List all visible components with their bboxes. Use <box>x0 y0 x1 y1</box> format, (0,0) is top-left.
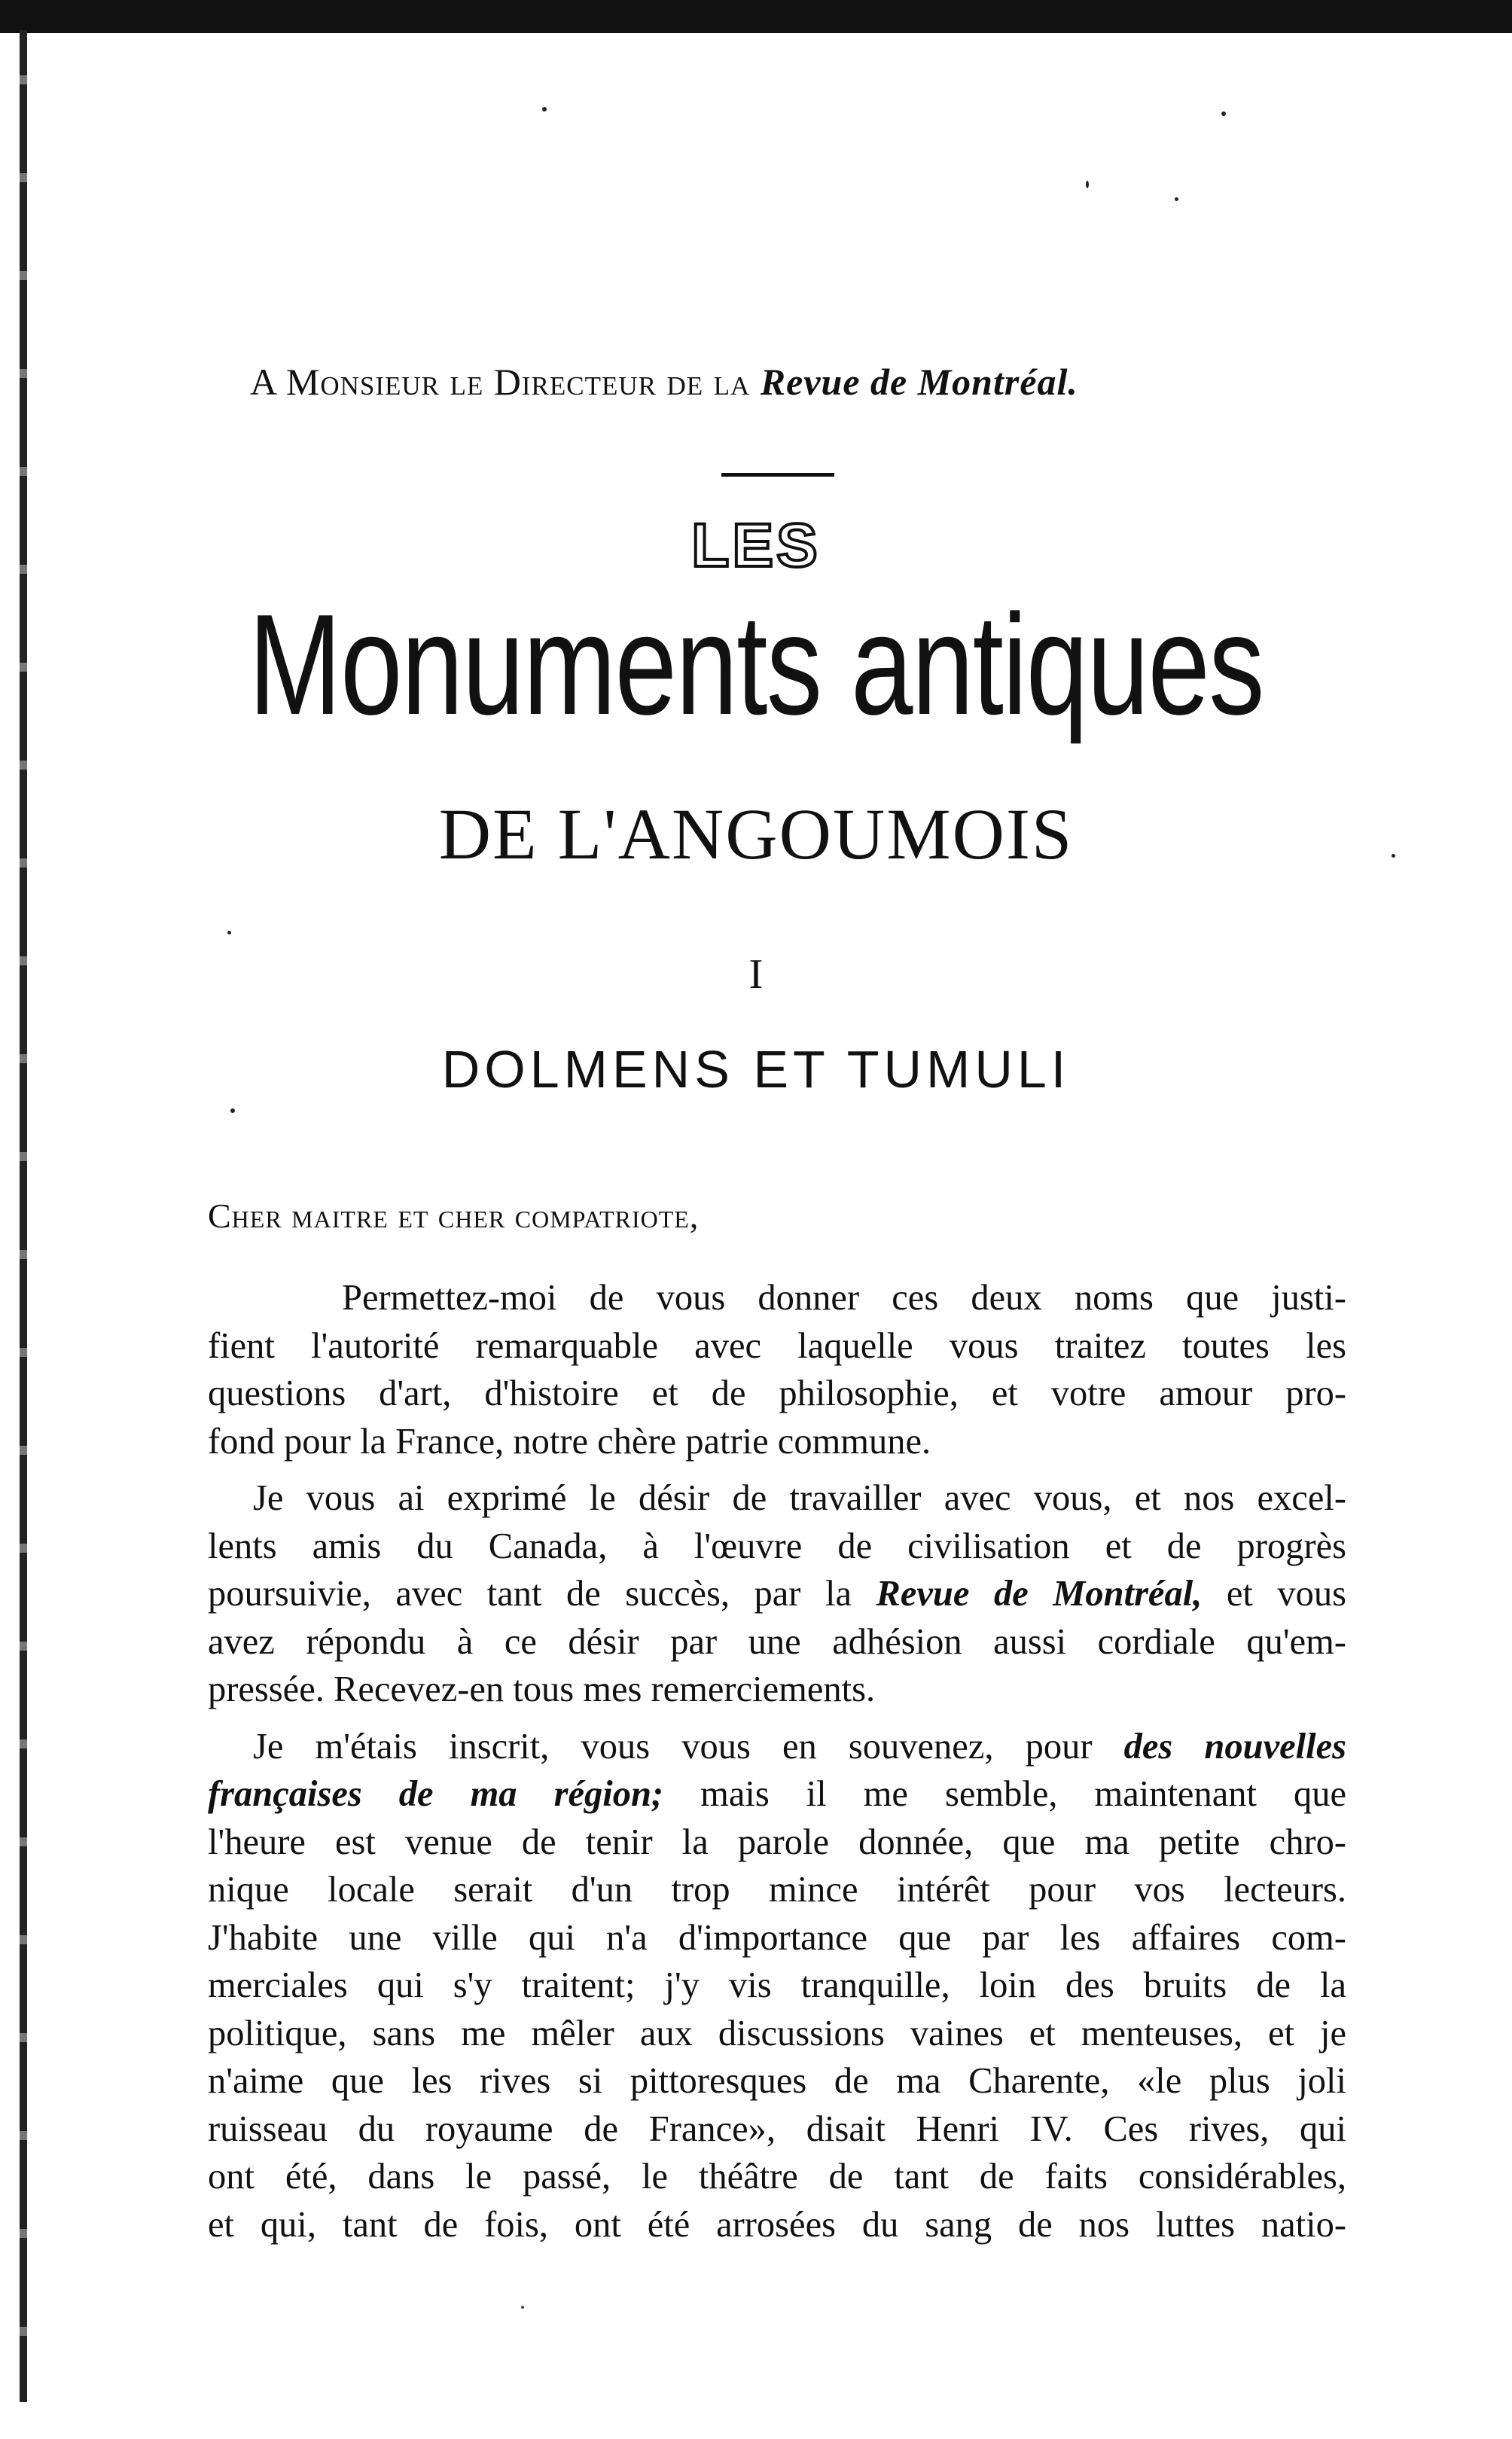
text-line: politique, sans me mêler aux discussions vaines et menteuses, et je <box>208 2013 1346 2053</box>
text-line: questions d'art, d'histoire et de philosophie, et votre amour pro- <box>208 1373 1346 1413</box>
text-line: n'aime que les rives si pittoresques de ma Charente, «le plus joli <box>208 2061 1346 2101</box>
main-title: Monuments antiques <box>248 585 1264 745</box>
scan-left-edge <box>20 30 27 2402</box>
text-line: nique locale serait d'un trop mince intérêt pour vos lecteurs. <box>208 1870 1346 1910</box>
text-line: et qui, tant de fois, ont été arrosées du sang de nos luttes natio- <box>208 2204 1346 2245</box>
text-segment: poursuivie, avec tant de succès, par la <box>208 1574 876 1614</box>
text-line: merciales qui s'y traitent; j'y vis tranquille, loin des bruits de la <box>208 1965 1346 2005</box>
text-line-mixed <box>208 1570 1346 1618</box>
text-line: J'habite une ville qui n'a d'importance que par les affaires com- <box>208 1917 1346 1958</box>
address-de-la: de la <box>666 361 751 403</box>
text-line: fient l'autorité remarquable avec laquelle vous traitez toutes les <box>208 1325 1346 1366</box>
title-rule <box>721 473 834 477</box>
text-line: ruisseau du royaume de France», disait Henri IV. Ces rives, qui <box>208 2108 1346 2149</box>
paragraph-3 <box>208 1723 1346 2249</box>
text-line: Permettez-moi de vous donner ces deux noms que justi- <box>342 1278 1346 1318</box>
italic-phrase: des nouvelles <box>1123 1726 1346 1767</box>
text-segment: Je m'étais inscrit, vous vous en souvenez, pour <box>253 1726 1124 1767</box>
scan-speck <box>1221 111 1226 116</box>
address-monsieur: Monsieur <box>285 361 440 403</box>
text-segment: mais il me semble, maintenant que <box>663 1774 1347 1814</box>
subtitle: DE L'ANGOUMOIS <box>438 794 1074 874</box>
paragraph-1 <box>208 1274 1346 1465</box>
address-line <box>250 360 1078 404</box>
section-title: DOLMENS ET TUMULI <box>441 1040 1071 1099</box>
scan-speck <box>542 107 547 111</box>
paragraph-2 <box>208 1474 1346 1714</box>
body-text <box>208 1274 1346 2258</box>
address-directeur: Directeur <box>493 361 657 403</box>
text-line: l'heure est venue de tenir la parole donnée, que ma petite chro- <box>208 1822 1346 1862</box>
text-line-mixed <box>208 1770 1346 1819</box>
scan-speck <box>1175 197 1178 201</box>
journal-name: Revue de Montréal, <box>876 1574 1203 1614</box>
text-segment: et vous <box>1202 1574 1346 1614</box>
scan-speck <box>521 2306 524 2309</box>
text-line: lents amis du Canada, à l'œuvre de civilisation et de progrès <box>208 1526 1346 1566</box>
scan-speck <box>1086 181 1089 188</box>
scan-top-border <box>0 0 1512 33</box>
text-line: ont été, dans le passé, le théâtre de tant de faits considérables, <box>208 2157 1346 2197</box>
text-line: avez répondu à ce désir par une adhésion aussi cordiale qu'em- <box>208 1621 1346 1662</box>
scan-speck <box>227 931 231 934</box>
address-le: le <box>450 361 484 403</box>
text-line: Je vous ai exprimé le désir de travailler avec vous, et nos excel- <box>253 1478 1346 1518</box>
scan-speck <box>230 1108 235 1113</box>
italic-phrase: françaises de ma région; <box>208 1774 664 1814</box>
section-number: I <box>748 951 764 998</box>
salutation: Cher maitre et cher compatriote, <box>208 1197 700 1235</box>
address-journal: Revue de Montréal. <box>760 361 1078 403</box>
address-a: A <box>250 361 276 403</box>
text-line: fond pour la France, notre chère patrie commune. <box>208 1421 931 1462</box>
text-line-mixed <box>208 1723 1346 1771</box>
title-les: LES <box>691 511 821 580</box>
text-line: pressée. Recevez-en tous mes remerciements. <box>208 1669 876 1709</box>
